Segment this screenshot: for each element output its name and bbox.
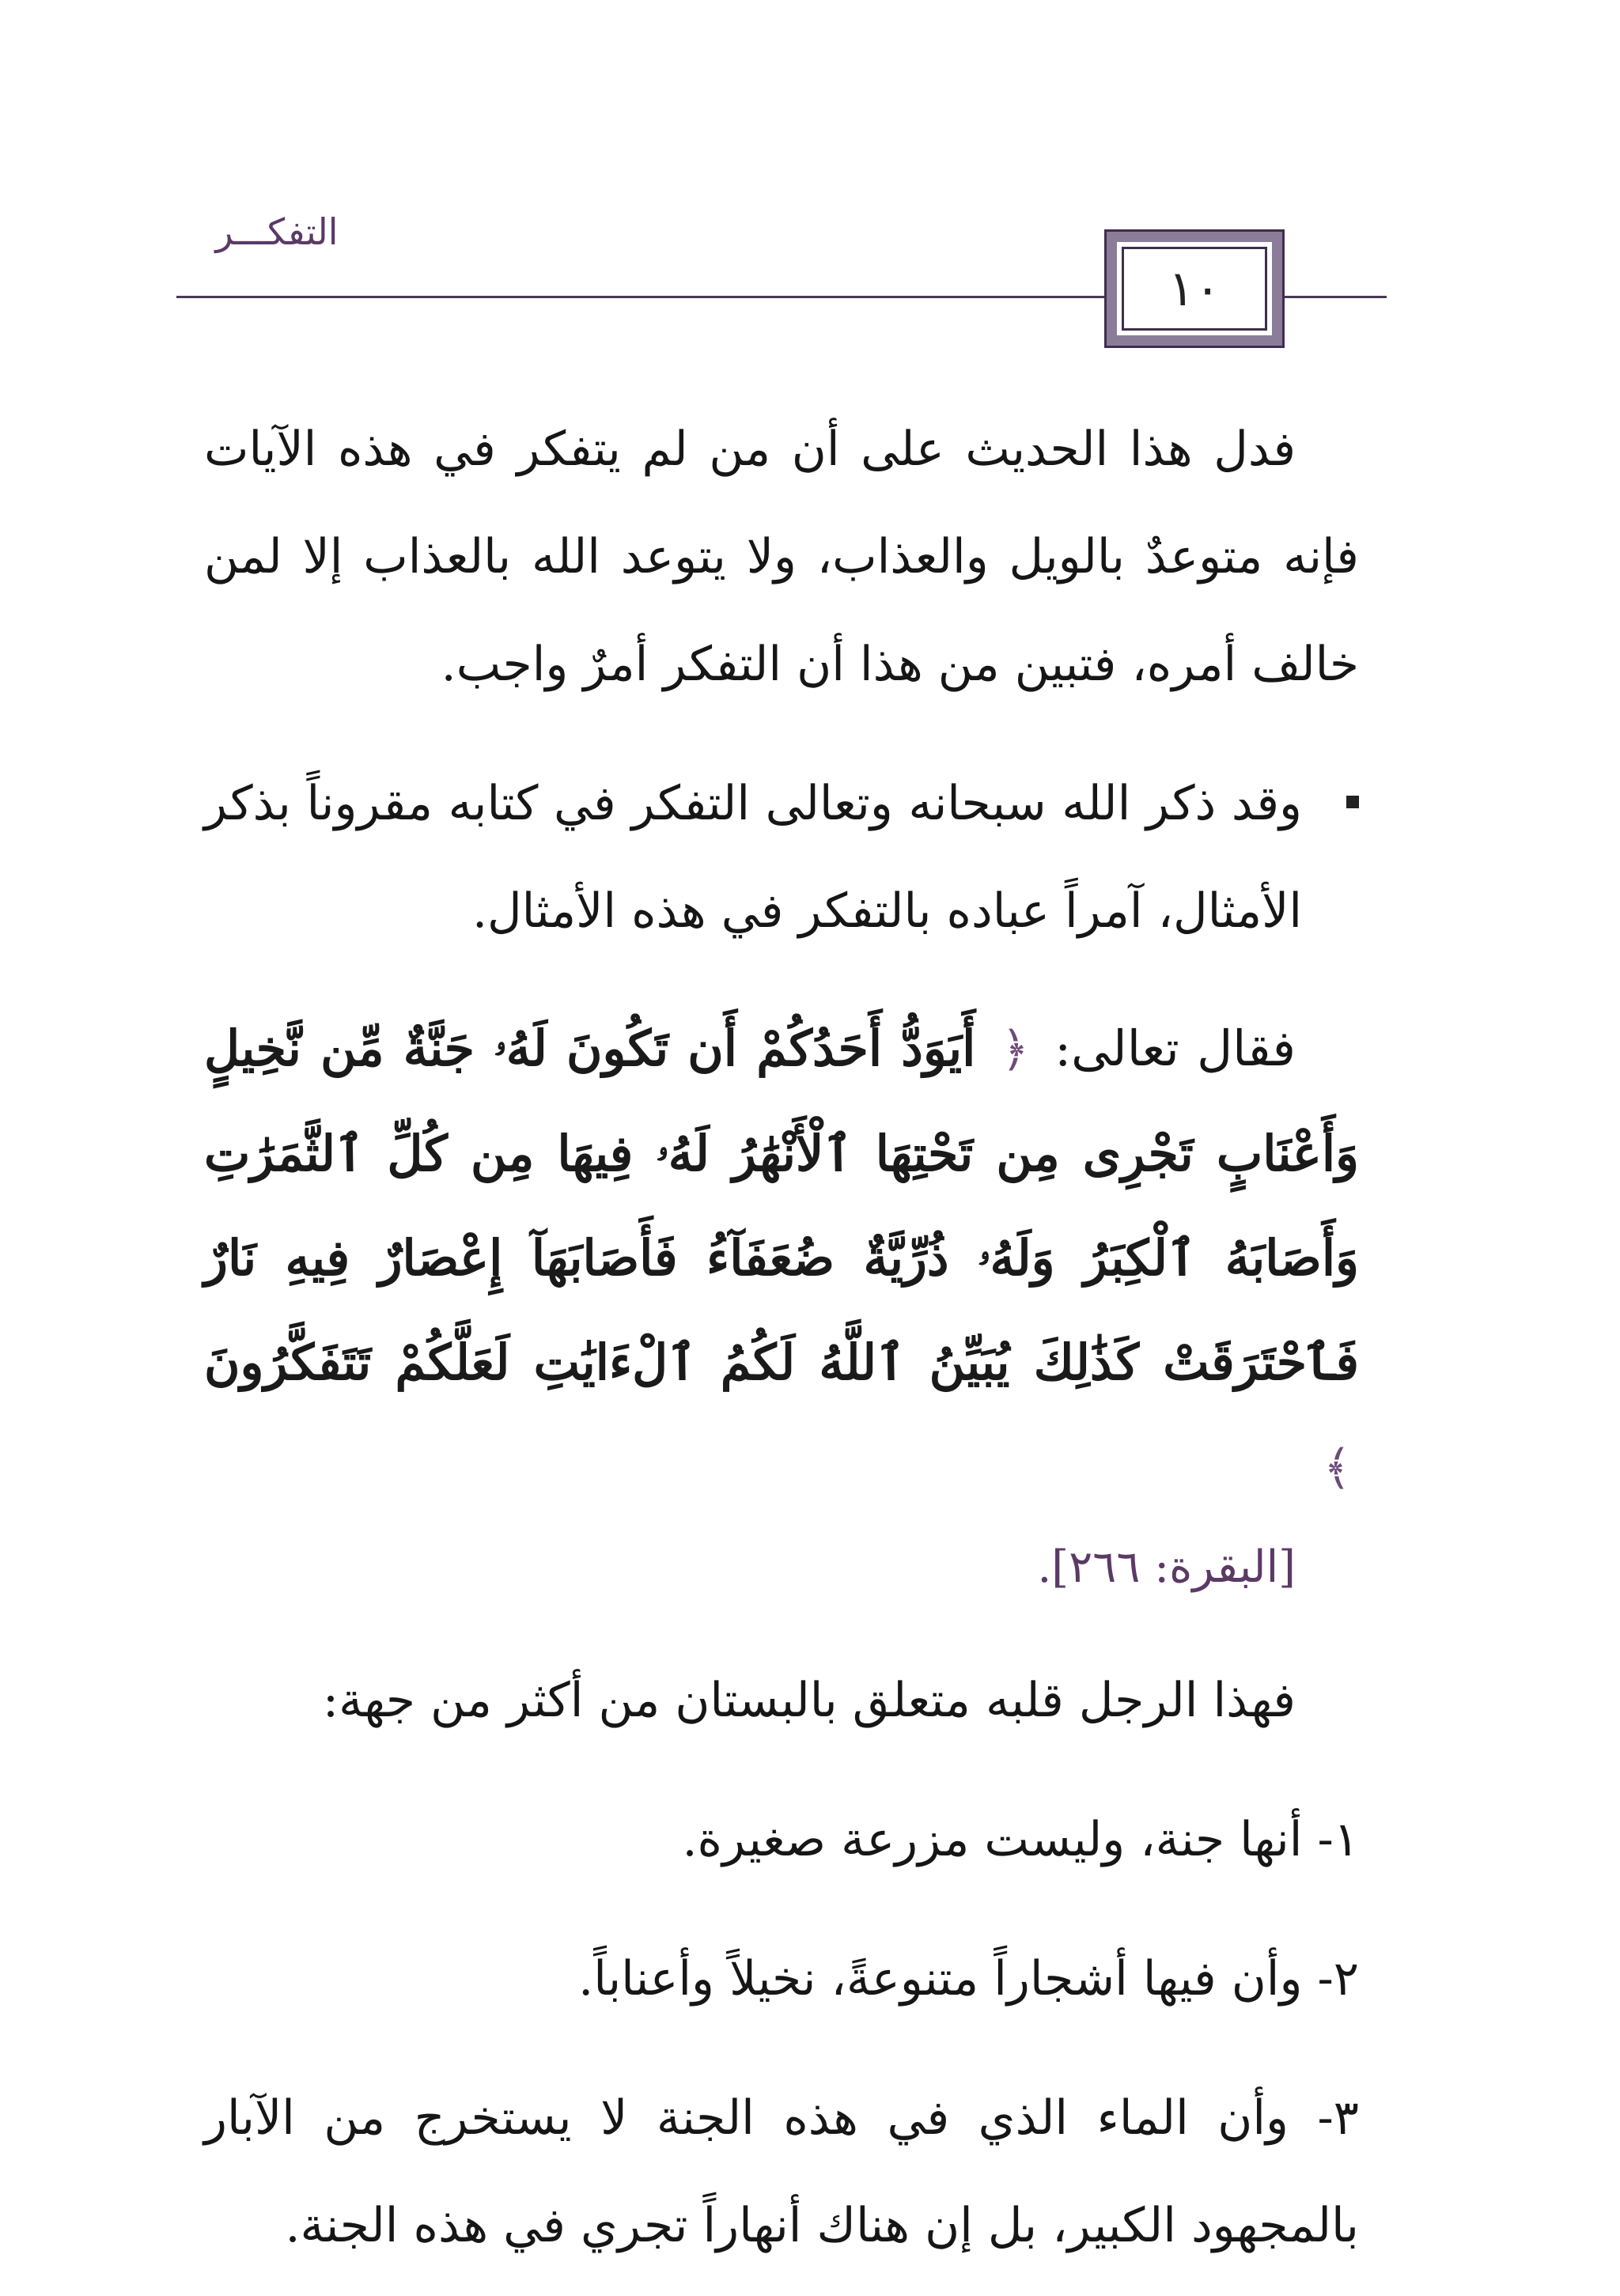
quran-intro: فقال تعالى: [1054, 1019, 1296, 1077]
spacer [204, 718, 1359, 750]
bullet-text: وقد ذكر الله سبحانه وتعالى التفكر في كتابه مقروناً بذكر الأمثال، آمراً عباده بالتفكر في هذه الأمثال. [204, 776, 1302, 939]
spacer [204, 1893, 1359, 1925]
spacer [204, 965, 1359, 997]
page-number-frame [1104, 229, 1285, 348]
ornate-bracket-close-icon: ﴾ [1323, 1440, 1351, 1496]
square-bullet-icon [1346, 796, 1359, 808]
ornate-bracket-open-icon: ﴿ [1001, 1022, 1029, 1077]
paragraph-intro-list: فهذا الرجل قلبه متعلق بالبستان من أكثر من جهة: [322, 1673, 1296, 1728]
paragraph-hadith-conclusion: فدل هذا الحديث على أن من لم يتفكر في هذه الآيات فإنه متوعدٌ بالويل والعذاب، ولا يتوعد الله بالعذاب إلا لمن خالف أمره، فتبين من هذا أن التفكر أمرٌ واجب. [204, 422, 1359, 692]
running-header-title: التفكـــر [215, 210, 339, 253]
page-number-frame-inner [1122, 247, 1267, 331]
verse-reference: [البقرة: ٢٦٦]. [1037, 1541, 1296, 1593]
spacer [204, 2033, 1359, 2064]
numbered-item-3: ٣- وأن الماء الذي في هذه الجنة لا يستخرج من الآبار بالمجهود الكبير، بل إن هناك أنهاراً تجري في هذه الجنة. [204, 2090, 1359, 2253]
quran-verse: أَيَوَدُّ أَحَدُكُمْ أَن تَكُونَ لَهُۥ جَنَّةٌ مِّن نَّخِيلٍ وَأَعْنَابٍ تَجْرِى مِن تَحْتِهَا ٱلْأَنْهَٰرُ لَهُۥ فِيهَا مِن كُلِّ ٱلثَّمَرَٰتِ وَأَصَابَهُ ٱلْكِبَرُ وَلَهُۥ ذُرِّيَّةٌ ضُعَفَآءُ فَأَصَابَهَآ إِعْصَارٌ فِيهِ نَارٌ فَٱحْتَرَقَتْ كَذَٰلِكَ يُبَيِّنُ ٱللَّهُ لَكُمُ ٱلْءَايَٰتِ لَعَلَّكُمْ تَتَفَكَّرُونَ [204, 1019, 1359, 1391]
bullet-item [204, 750, 1359, 965]
page-number: ١٠ [1168, 259, 1221, 317]
page-body [204, 395, 1359, 2279]
spacer [204, 1615, 1359, 1647]
numbered-item-1: ١- أنها جنة، وليست مزرعة صغيرة. [682, 1812, 1359, 1867]
spacer [204, 1754, 1359, 1786]
quran-quote-paragraph [204, 997, 1359, 1615]
numbered-item-2: ٢- وأن فيها أشجاراً متنوعةً، نخيلاً وأعناباً. [578, 1951, 1359, 2007]
